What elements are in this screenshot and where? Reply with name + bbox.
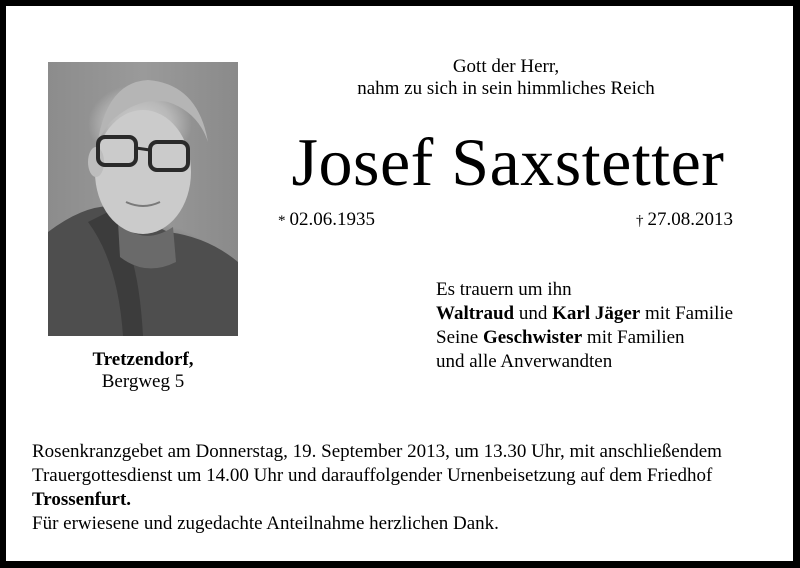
birth-date-value: 02.06.1935	[289, 209, 375, 230]
mourners-line-3: Seine Geschwister mit Familien	[436, 327, 685, 348]
mourners	[436, 278, 733, 374]
notice-line-2: Trauergottesdienst um 14.00 Uhr und darauffolgender Urnenbeisetzung auf dem Friedhof	[32, 465, 713, 486]
death-date-value: 27.08.2013	[647, 209, 733, 230]
verse	[306, 56, 706, 100]
mourners-line-2: Waltraud und Karl Jäger mit Familie	[436, 303, 734, 324]
mourners-line-4: und alle Anverwandten	[436, 351, 613, 372]
portrait-photo	[48, 62, 238, 336]
portrait-illustration	[48, 62, 238, 336]
death-date	[636, 208, 733, 233]
notice-line-3: Trossenfurt.	[32, 489, 132, 510]
address	[48, 349, 238, 393]
deceased-name: Josef Saxstetter	[291, 124, 725, 200]
service-notice	[32, 440, 782, 536]
address-town: Tretzendorf,	[92, 349, 194, 370]
birth-star-icon: *	[278, 213, 286, 229]
birth-date	[278, 208, 375, 233]
notice-line-1: Rosenkranzgebet am Donnerstag, 19. September 2013, um 13.30 Uhr, mit anschließendem	[32, 441, 722, 462]
death-cross-icon: †	[636, 213, 644, 229]
notice-line-4: Für erwiesene und zugedachte Anteilnahme herzlichen Dank.	[32, 513, 499, 534]
obituary-card	[6, 6, 793, 561]
verse-line-2: nahm zu sich in sein himmliches Reich	[357, 78, 655, 99]
verse-line-1: Gott der Herr,	[452, 56, 560, 77]
mourners-intro: Es trauern um ihn	[436, 279, 572, 300]
address-street: Bergweg 5	[101, 371, 185, 392]
